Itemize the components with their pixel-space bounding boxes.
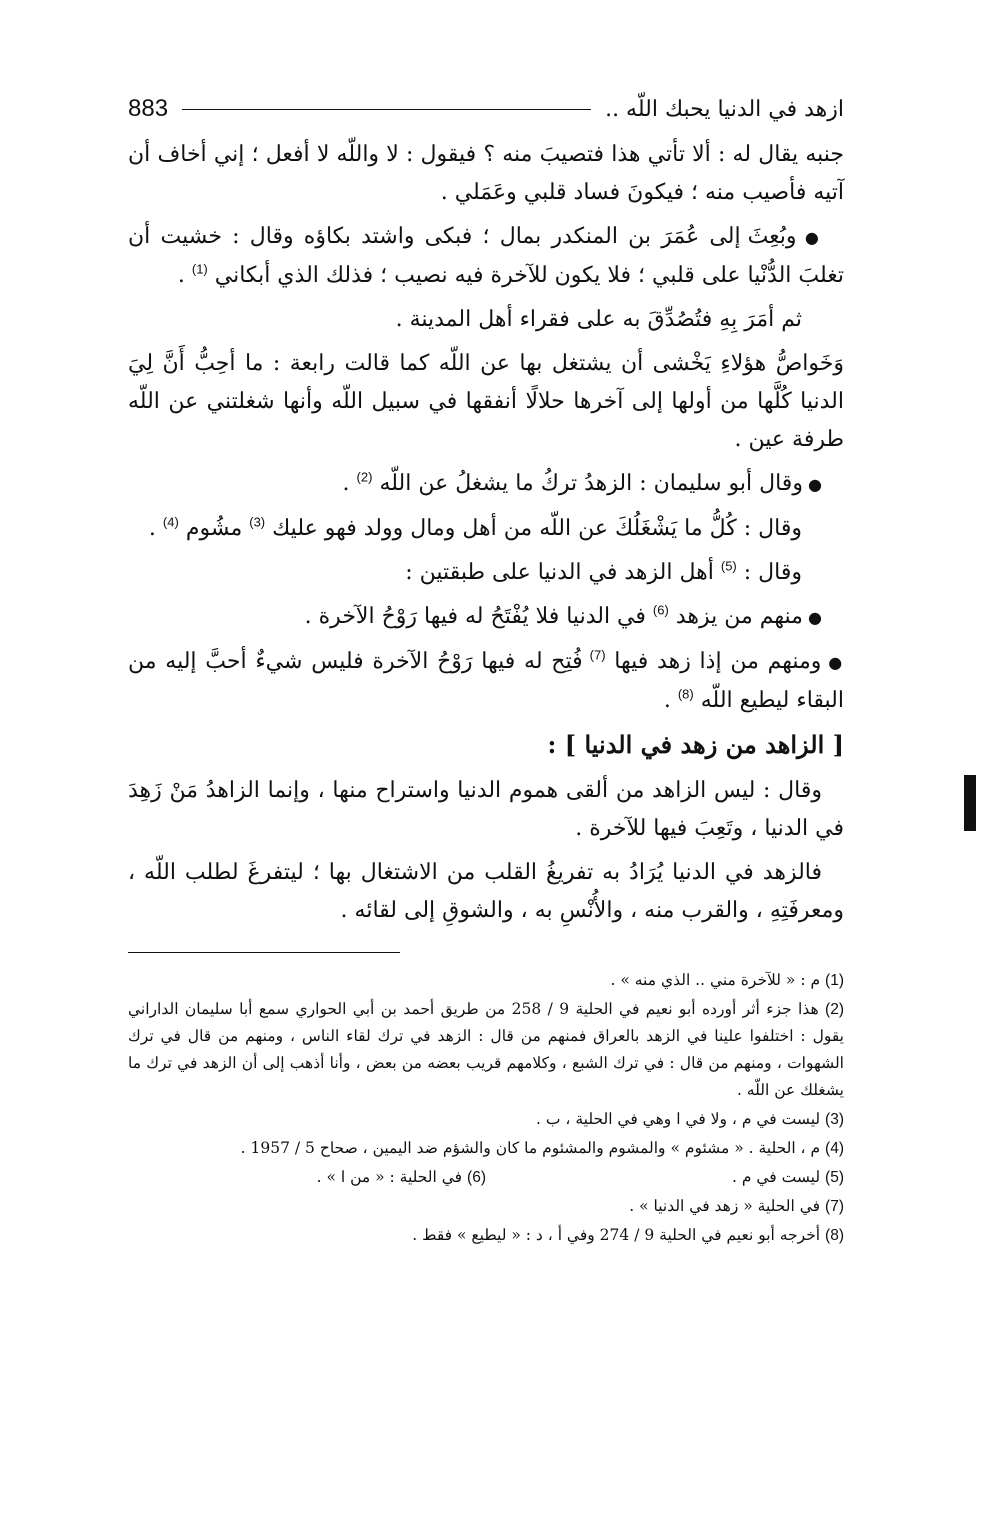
paragraph-text: ثم أمَرَ بِهِ فتُصُدِّقَ به على فقراء أهل المدينة .: [395, 307, 802, 332]
footnote-text: ليست في م .: [732, 1168, 821, 1186]
footnote: [486, 1164, 844, 1191]
footnote-ref[interactable]: (5): [720, 558, 737, 574]
paragraph: [128, 465, 844, 504]
section-heading: [ الزاهد من زهد في الدنيا ] :: [547, 730, 844, 759]
paragraph-text: فالزهد في الدنيا يُرَادُ به تفريغُ القلب من الاشتغال بها ؛ ليتفرغَ لطلب اللّه ، ومعرفَتِهِ ، والقرب منه ، والأُنْسِ به ، والشوقِ إلى لقائه .: [128, 860, 844, 923]
footnote-text: أخرجه أبو نعيم في الحلية 9 / 274 وفي أ ، د : « ليطيع » فقط .: [412, 1226, 821, 1244]
paragraph-text: فُتِح له فيها رَوْحُ الآخرة فليس شيءٌ أحبَّ إليه من البقاء ليطيع اللّه: [128, 649, 844, 713]
footnote-ref[interactable]: (7): [589, 647, 606, 663]
footnote-ref[interactable]: (6): [652, 602, 669, 618]
footnote-ref[interactable]: (3): [249, 514, 266, 530]
paragraph: [128, 772, 844, 848]
book-page: [128, 84, 844, 1384]
footnote-row: [128, 1164, 844, 1193]
paragraph-text: منهم من يزهد: [675, 604, 803, 629]
paragraph-text: مشُوم: [185, 516, 250, 541]
paragraph-text: .: [663, 688, 678, 713]
footnote-number: (6): [467, 1169, 486, 1186]
paragraph-text: .: [148, 516, 163, 541]
paragraph-text: وبُعِثَ إلى عُمَرَ بن المنكدر بمال ؛ فبكى واشتد بكاؤه وقال : خشيت أن تغلبَ الدُّنْيا على قلبي ؛ فلا يكون للآخرة فيه نصيب ؛ فذلك الذي أبكاني: [128, 224, 844, 288]
page-number: 883: [128, 95, 169, 122]
paragraph-text: وَخَواصُّ هؤلاءِ يَخْشى أن يشتغل بها عن اللّه كما قالت رابعة : ما أحِبُّ أَنَّ لِيَ الدنيا كُلَّها من أولها إلى آخرها حلالًا أنفقها في سبيل اللّه وأنها شغلتني عن اللّه طرفة عين .: [128, 351, 844, 452]
footnote-ref[interactable]: (4): [162, 514, 179, 530]
paragraph: [128, 301, 844, 339]
paragraph-text: وقال أبو سليمان : الزهدُ تركُ ما يشغلُ عن اللّه: [379, 471, 803, 496]
footnote: [128, 1222, 844, 1249]
paragraph: [128, 510, 844, 548]
footnote-text: م ، الحلية . « مشئوم » والمشوم والمشئوم ما كان والشؤم ضد اليمين ، صحاح 5 / 1957 .: [240, 1139, 821, 1157]
footnote: [128, 1135, 844, 1162]
footnote-text: في الحلية « زهد في الدنيا » .: [629, 1197, 821, 1215]
paragraph: [128, 554, 844, 592]
footnote-ref[interactable]: (8): [677, 686, 694, 702]
footnote-text: هذا جزء أثر أورده أبو نعيم في الحلية 9 / 258 من طريق أحمد بن أبي الحواري سمع أبا سليمان الداراني يقول : اختلفوا علينا في الزهد بالعراق فمنهم من قال : الزهد في ترك لقاء الناس ، ومنهم من قال في ترك الشهوات ، ومنهم من قال : في ترك الشبع ، وكلامهم قريب بعضه من بعض ، وأنا أذهب إلى أن الزهد في ترك ما يشغلك عن اللّه .: [128, 1000, 844, 1099]
paragraph: [128, 854, 844, 930]
footnote-number: (5): [825, 1169, 844, 1186]
footnote: [128, 1106, 844, 1133]
footnotes: [128, 967, 844, 1249]
footnote: [128, 996, 844, 1104]
paragraph: [128, 136, 844, 212]
footnote-number: (4): [825, 1140, 844, 1157]
footnote-ref[interactable]: (2): [356, 469, 373, 485]
footnote: [128, 967, 844, 994]
paragraph-text: .: [177, 263, 192, 288]
paragraph-text: وقال : ليس الزاهد من ألقى هموم الدنيا واستراح منها ، وإنما الزاهدُ مَنْ زَهِدَ في الدنيا ، وتَعِبَ فيها للآخرة .: [128, 778, 844, 841]
paragraph: [128, 345, 844, 459]
paragraph: [128, 643, 844, 720]
footnote-separator: [128, 952, 400, 953]
paragraph: [128, 218, 844, 295]
running-title: ازهد في الدنيا يحبك اللّه ..: [605, 96, 844, 122]
paragraph: [128, 598, 844, 637]
paragraph-text: ومنهم من إذا زهد فيها: [614, 649, 822, 674]
body-text: [128, 136, 844, 930]
footnote-number: (7): [825, 1198, 844, 1215]
footnote-number: (1): [825, 972, 844, 989]
footnote: [128, 1164, 486, 1191]
footnote-separator-wrap: [128, 936, 844, 967]
footnote: [128, 1193, 844, 1220]
paragraph-text: وقال :: [743, 560, 802, 585]
paragraph-text: وقال : كُلُّ ما يَشْغَلُكَ عن اللّه من أهل ومال وولد فهو عليك: [272, 516, 802, 541]
footnote-text: ليست في م ، ولا في ا وهي في الحلية ، ب .: [536, 1110, 821, 1128]
page-header: [128, 84, 844, 134]
paragraph-text: في الدنيا فلا يُفْتَحُ له فيها رَوْحُ الآخرة .: [304, 604, 653, 629]
footnote-number: (8): [825, 1227, 844, 1244]
footnote-number: (3): [825, 1111, 844, 1128]
paragraph-text: أهل الزهد في الدنيا على طبقتين :: [405, 560, 721, 585]
header-rule: [182, 109, 591, 110]
footnote-number: (2): [825, 1001, 844, 1018]
footnote-ref[interactable]: (1): [191, 261, 208, 277]
margin-mark: [964, 775, 976, 831]
footnote-text: م : « للآخرة مني .. الذي منه » .: [610, 971, 821, 989]
paragraph-text: .: [342, 471, 357, 496]
paragraph-text: جنبه يقال له : ألا تأتي هذا فتصيبَ منه ؟ فيقول : لا واللّه لا أفعل ؛ إني أخاف أن آتيه فأصيب منه ؛ فيكونَ فساد قلبي وعَمَلي .: [128, 142, 844, 205]
footnote-text: في الحلية : « من ا » .: [316, 1168, 463, 1186]
